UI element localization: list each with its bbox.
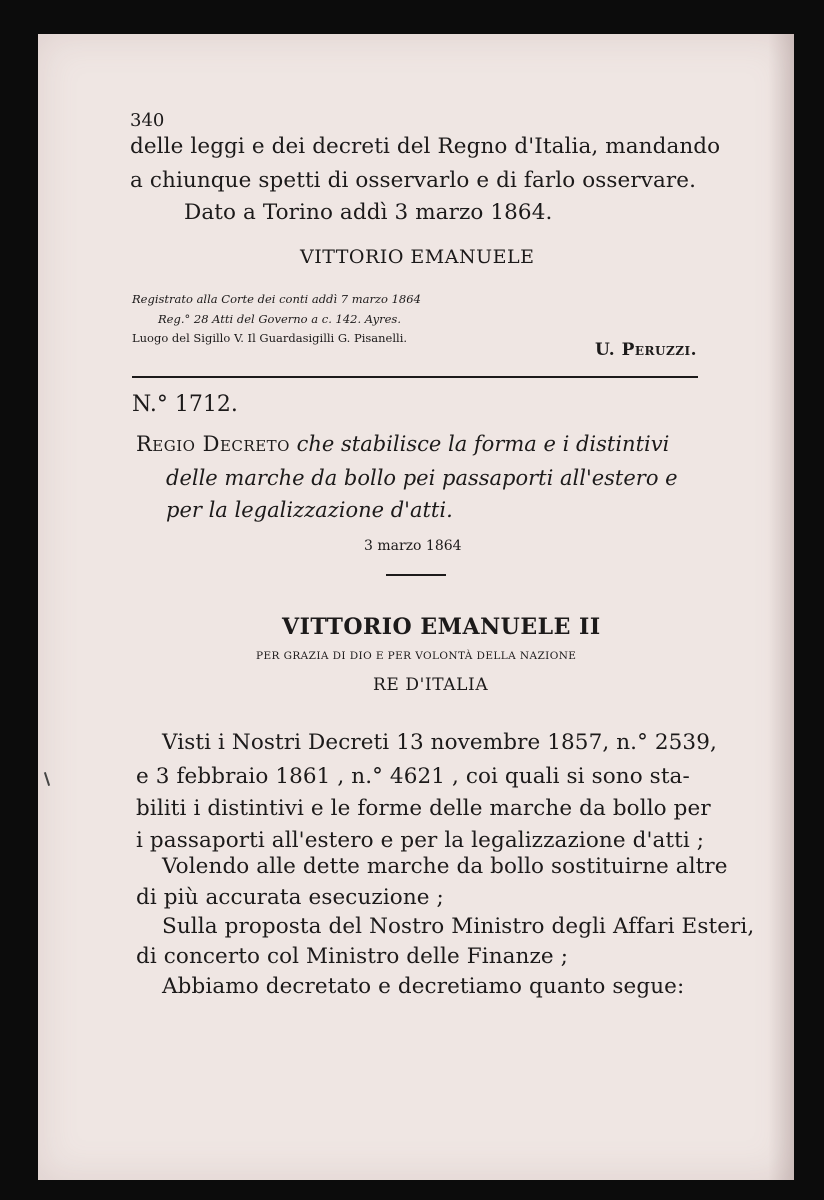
body-line-3: biliti i distintivi e le forme delle marche da bollo per: [136, 796, 711, 821]
body-line-4: i passaporti all'estero e per la legalizzazione d'atti ;: [136, 828, 705, 853]
margin-mark: [44, 772, 50, 786]
intro-line-3: Dato a Torino addì 3 marzo 1864.: [184, 200, 553, 225]
decree-date: 3 marzo 1864: [364, 538, 462, 554]
decree-title-rest: che stabilisce la forma e i distintivi: [289, 432, 670, 456]
grace-line: PER GRAZIA DI DIO E PER VOLONTÀ DELLA NAZIONE: [256, 650, 577, 662]
decree-title-line-1: [136, 432, 669, 456]
decree-number: N.° 1712.: [132, 392, 238, 417]
body-line-8: di concerto col Ministro delle Finanze ;: [136, 944, 569, 969]
decree-title-line-2: delle marche da bollo pei passaporti all'estero e: [166, 466, 678, 490]
decree-title-line-3: per la legalizzazione d'atti.: [166, 498, 453, 522]
royal-signature: VITTORIO EMANUELE: [300, 246, 535, 268]
short-divider: [386, 574, 446, 576]
decree-title-lead: Regio Decreto: [136, 432, 290, 456]
king-title: VITTORIO EMANUELE II: [282, 614, 601, 640]
registration-line-2: Reg.° 28 Atti del Governo a c. 142. Ayres.: [158, 312, 401, 326]
body-line-7: Sulla proposta del Nostro Ministro degli Affari Esteri,: [162, 914, 755, 939]
body-line-2: e 3 febbraio 1861 , n.° 4621 , coi quali si sono sta-: [136, 764, 690, 789]
body-line-9: Abbiamo decretato e decretiamo quanto segue:: [162, 974, 685, 999]
body-line-1: Visti i Nostri Decreti 13 novembre 1857, n.° 2539,: [162, 730, 717, 755]
intro-line-2: a chiunque spetti di osservarlo e di farlo osservare.: [130, 168, 697, 193]
king-of-italy: RE D'ITALIA: [373, 675, 489, 695]
registration-line-1: Registrato alla Corte dei conti addì 7 marzo 1864: [132, 292, 421, 306]
registration-line-3: Luogo del Sigillo V. Il Guardasigilli G. Pisanelli.: [132, 331, 408, 345]
section-divider: [132, 376, 698, 378]
document-page: [38, 34, 794, 1180]
countersignature: U. Peruzzi.: [595, 340, 698, 360]
body-line-6: di più accurata esecuzione ;: [136, 885, 444, 910]
body-line-5: Volendo alle dette marche da bollo sostituirne altre: [162, 854, 728, 879]
intro-line-1: delle leggi e dei decreti del Regno d'Italia, mandando: [130, 134, 721, 159]
page-number: 340: [130, 110, 165, 131]
